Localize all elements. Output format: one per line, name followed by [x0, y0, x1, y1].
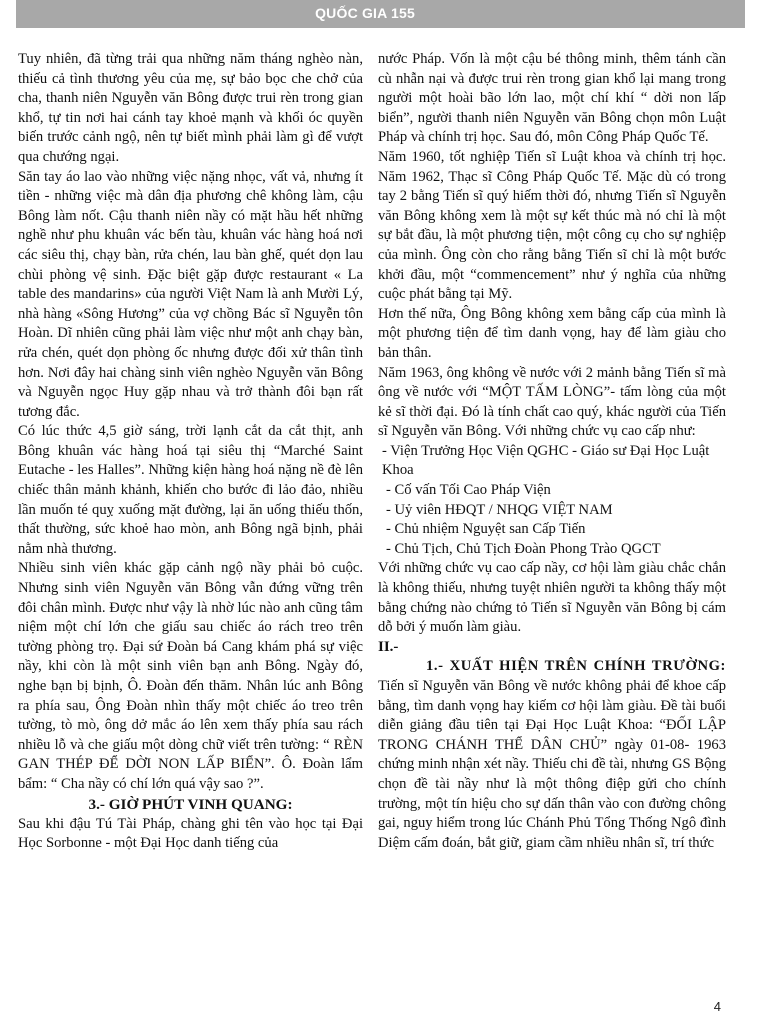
header-title: QUỐC GIA 155 [315, 5, 415, 21]
page-number: 4 [713, 999, 721, 1014]
paragraph: Có lúc thức 4,5 giờ sáng, trời lạnh cắt da cắt thịt, anh Bông khuân vác hàng hoá tại siêu thị “Marché Saint Eutache - les Halles”. Những kiện hàng hoá nặng nề đè lên chiếc thân mảnh khảnh, khiến cho bước đi lảo đảo, nhiều lần muốn té quỵ xuống mặt đường, lại ăn uống thiếu thốn, thất thường, sức khoẻ hao mòn, anh Bông ngã bịnh, phải nằm nhà thương. [18, 423, 363, 557]
paragraph: Hơn thế nữa, Ông Bông không xem bằng cấp của mình là một phương tiện để tìm danh vọng, hay để làm giàu cho bản thân. [378, 305, 726, 361]
paragraph: nước Pháp. Vốn là một cậu bé thông minh, thêm tánh cần cù nhẫn nại và được trui rèn trong gian khổ lại mang trong người một hoài bão lớn lao, một chí khí “ dời non lấp biển”, người thanh niên Nguyễn văn Bông chọn môn Luật Pháp và chính trị học. Sau đó, môn Công Pháp Quốc Tế. [378, 51, 726, 146]
subsection-paragraph [378, 657, 726, 853]
right-column [378, 50, 726, 853]
position-list-item: - Cố vấn Tối Cao Pháp Viện [386, 482, 551, 499]
header-bar [16, 0, 745, 28]
paragraph: Với những chức vụ cao cấp nầy, cơ hội làm giàu chắc chắn là không thiếu, nhưng tuyệt nhiên người ta không thấy một bằng chứng nào chứng tỏ Tiến sĩ Nguyễn văn Bông bị cám dỗ bởi ý muốn làm giàu. [378, 560, 726, 636]
paragraph: Sau khi đậu Tú Tài Pháp, chàng ghi tên vào học tại Đại Học Sorbonne - một Đại Học danh tiếng của [18, 815, 363, 852]
position-list-item: - Uỷ viên HĐQT / NHQG VIỆT NAM [386, 501, 613, 518]
subsection-text: Tiến sĩ Nguyễn văn Bông về nước không phải để khoe cấp bằng, tìm danh vọng hay kiếm cơ hội làm giàu. Đề tài buổi diễn giảng đầu tiên tại Đại Học Luật Khoa: “ĐỐI LẬP TRONG CHÁNH THỂ DÂN CHỦ” ngày 01-08- 1963 chứng minh nhận xét nầy. Thiếu chi đề tài, nhưng GS Bộng chọn đề tài nầy như là một thông điệp gửi cho chính trường, một tín hiệu cho sự dấn thân vào con đường chông gai, nguy hiểm trong lúc Chánh Phủ Tổng Thống Ngô đình Diệm cấm đoán, bắt giữ, giam cầm nhiều nhân sĩ, trí thức [378, 678, 726, 851]
position-list-item: - Chủ Tịch, Chủ Tịch Đoàn Phong Trào QGCT [386, 540, 661, 557]
paragraph: Năm 1960, tốt nghiệp Tiến sĩ Luật khoa và chính trị học. Năm 1962, Thạc sĩ Công Pháp Quốc Tế. Mặc dù có trong tay 2 bằng Tiến sĩ quý hiếm thời đó, nhưng Tiến sĩ Nguyễn văn Bông không xem là một sự kết thúc mà nó chỉ là một sự bắt đầu, là một phương tiện, một công cụ cho sự nghiệp của mình. Ông còn cho rằng bằng Tiến sĩ chỉ là một bước khởi đầu, một “commencement” như ý nghĩa của những cuộc phát bằng tại Mỹ. [378, 148, 726, 303]
position-list-item: - Chủ nhiệm Nguyệt san Cấp Tiến [386, 521, 586, 538]
paragraph: Tuy nhiên, đã từng trải qua những năm tháng nghèo nàn, thiếu cả tình thương yêu của mẹ, sự bảo bọc che chở của cha, thanh niên Nguyễn văn Bông được trui rèn trong gian khổ, tự tin nơi hai cánh tay khoẻ mạnh và khối óc quyền biến trước cảnh ngộ, nên tự biết mình phải làm gì để vượt qua chướng ngại. [18, 51, 363, 165]
paragraph: Nhiều sinh viên khác gặp cảnh ngộ nầy phải bỏ cuộc. Nhưng sinh viên Nguyễn văn Bông vẫn đứng vững trên đôi chân mình. Được như vậy là nhờ lúc nào anh cũng tâm niệm một chí lớn che giấu sau chiếc áo rách treo trên tường phòng trọ. Đại sứ Đoàn bá Cang khám phá sự việc nầy, khi còn là một sinh viên bạn anh Bông. Ngày đó, nghe bạn bị bịnh, Ô. Đoàn đến thăm. Nhân lúc anh Bông ra phía sau, Ông Đoàn nhìn thấy một chiếc áo treo trên tường, tò mò, ông dở mắc áo lên xem thấy phía sau rách nhiều lỗ và che giấu một dòng chữ viết trên tường: “ RÈN GAN THÉP ĐỂ DỜI NON LẤP BIỂN”. Ô. Đoàn lẩm bẩm: “ Cha nầy có chí lớn quá vậy sao ?”. [18, 560, 363, 792]
section-heading: 3.- GIỜ PHÚT VINH QUANG: [88, 795, 293, 813]
position-list-item: - Viện Trưởng Học Viện QGHC - Giáo sư Đại Học Luật Khoa [382, 442, 710, 479]
left-column [18, 50, 363, 854]
paragraph: Săn tay áo lao vào những việc nặng nhọc, vất vả, nhưng ít tiền - những việc mà dân địa phương chê không làm, cậu Bông làm nốt. Cậu thanh niên nầy có mặt hầu hết những nghề như phu khuân vác bến tàu, khuân vác hàng hoá nơi các siêu thị, chạy bàn, rửa chén, lau bàn ghế, quét dọn lau chùi phòng vệ sinh. Đặc biệt gặp được restaurant « La table des mandarins» của người Việt Nam là anh Mười Lý, nhà hàng «Sông Hương” của vợ chồng Bác sĩ Nguyễn tôn Hoàn. Dĩ nhiên cũng phải làm việc như một anh chạy bàn, rửa chén, quét dọn phòng ốc nhưng được đối xử thân tình hơn. Nơi đây hai chàng sinh viên nghèo Nguyễn văn Bông và Nguyễn ngọc Huy gặp nhau và trở thành đôi bạn rất tương đắc. [18, 168, 363, 420]
subsection-heading: 1.- XUẤT HIỆN TRÊN CHÍNH TRƯỜNG: [426, 658, 726, 675]
roman-heading: II.- [378, 638, 399, 655]
paragraph: Năm 1963, ông không về nước với 2 mảnh bằng Tiến sĩ mà ông về nước với “MỘT TẤM LÒNG”- tấm lòng của một kẻ sĩ thời đại. Đó là tính chất cao quý, khác người của Tiến sĩ Nguyễn văn Bông. Với những chức vụ cao cấp như: [378, 364, 726, 440]
